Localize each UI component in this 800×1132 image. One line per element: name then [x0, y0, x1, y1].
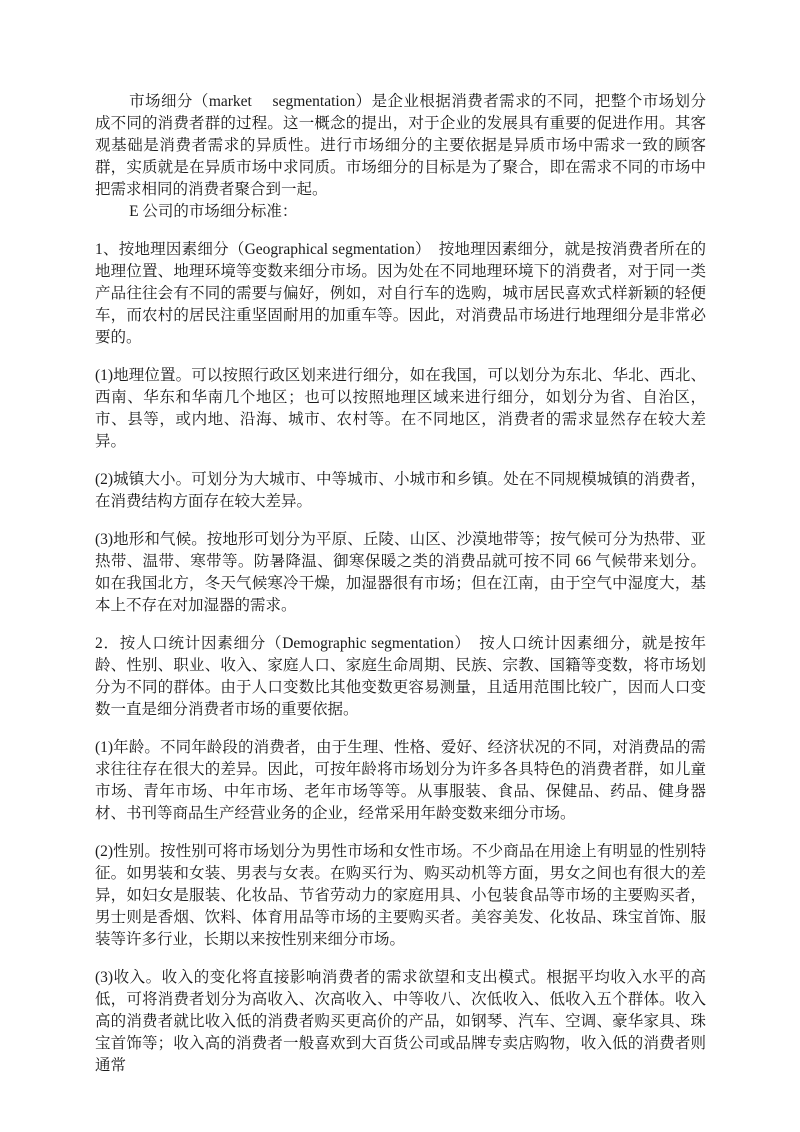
paragraph-geo-terrain-climate: (3)地形和气候。按地形可划分为平原、丘陵、山区、沙漠地带等；按气候可分为热带、亚热带、温带、寒带等。防暑降温、御寒保暖之类的消费品就可按不同 66 气候带来划分。如在我国北方，冬天气候寒冷干燥，加湿器很有市场；但在江南，由于空气中湿度大，基本上不存在对加湿器的需求。 [95, 531, 706, 614]
paragraph-demo-gender: (2)性别。按性别可将市场划分为男性市场和女性市场。不少商品在用途上有明显的性别特征。如男装和女装、男表与女表。在购买行为、购买动机等方面，男女之间也有很大的差异，如妇女是服装、化妆品、节省劳动力的家庭用具、小包装食品等市场的主要购买者，男士则是香烟、饮料、体育用品等市场的主要购买者。美容美发、化妆品、珠宝首饰、服装等许多行业，长期以来按性别来细分市场。 [95, 843, 706, 948]
paragraph-geo-location: (1)地理位置。可以按照行政区划来进行细分，如在我国，可以划分为东北、华北、西北、西南、华东和华南几个地区；也可以按照地理区域来进行细分，如划分为省、自治区，市、县等，或内地、沿海、城市、农村等。在不同地区，消费者的需求显然存在较大差异。 [95, 367, 706, 450]
paragraph-intro: 市场细分（market segmentation）是企业根据消费者需求的不同，把整个市场划分成不同的消费者群的过程。这一概念的提出，对于企业的发展具有重要的促进作用。其客观基础是消费者需求的异质性。进行市场细分的主要依据是异质市场中需求一致的顾客群，实质就是在异质市场中求同质。市场细分的目标是为了聚合，即在需求不同的市场中把需求相同的消费者聚合到一起。 [95, 93, 706, 198]
paragraph-demo-age: (1)年龄。不同年龄段的消费者，由于生理、性格、爱好、经济状况的不同，对消费品的需求往往存在很大的差异。因此，可按年龄将市场划分为许多各具特色的消费者群，如儿童市场、青年市场、中年市场、老年市场等等。从事服装、食品、保健品、药品、健身器材、书刊等商品生产经营业务的企业，经常采用年龄变数来细分市场。 [95, 739, 706, 822]
paragraph-geo-town-size: (2)城镇大小。可划分为大城市、中等城市、小城市和乡镇。处在不同规模城镇的消费者，在消费结构方面存在较大差异。 [95, 471, 706, 510]
paragraph-demo-income: (3)收入。收入的变化将直接影响消费者的需求欲望和支出模式。根据平均收入水平的高低，可将消费者划分为高收入、次高收入、中等收八、次低收入、低收入五个群体。收入高的消费者就比收入低的消费者购买更高价的产品，如钢琴、汽车、空调、豪华家具、珠宝首饰等；收入高的消费者一般喜欢到大百货公司或品牌专卖店购物，收入低的消费者则通常 [95, 969, 706, 1074]
paragraph-section-1-geographical: 1、按地理因素细分（Geographical segmentation） 按地理因素细分，就是按消费者所在的地理位置、地理环境等变数来细分市场。因为处在不同地理环境下的消费者，对于同一类产品往往会有不同的需要与偏好，例如，对自行车的选购，城市居民喜欢式样新颖的轻便车，而农村的居民注重坚固耐用的加重车等。因此，对消费品市场进行地理细分是非常必要的。 [95, 241, 706, 346]
document-body [95, 91, 706, 1093]
paragraph-company-heading: E 公司的市场细分标准： [129, 203, 298, 220]
paragraph-section-2-demographic: 2．按人口统计因素细分（Demographic segmentation） 按人口统计因素细分，就是按年龄、性别、职业、收入、家庭人口、家庭生命周期、民族、宗教、国籍等变数，将市场划分为不同的群体。由于人口变数比其他变数更容易测量，且适用范围比较广，因而人口变数一直是细分消费者市场的重要依据。 [95, 635, 706, 718]
